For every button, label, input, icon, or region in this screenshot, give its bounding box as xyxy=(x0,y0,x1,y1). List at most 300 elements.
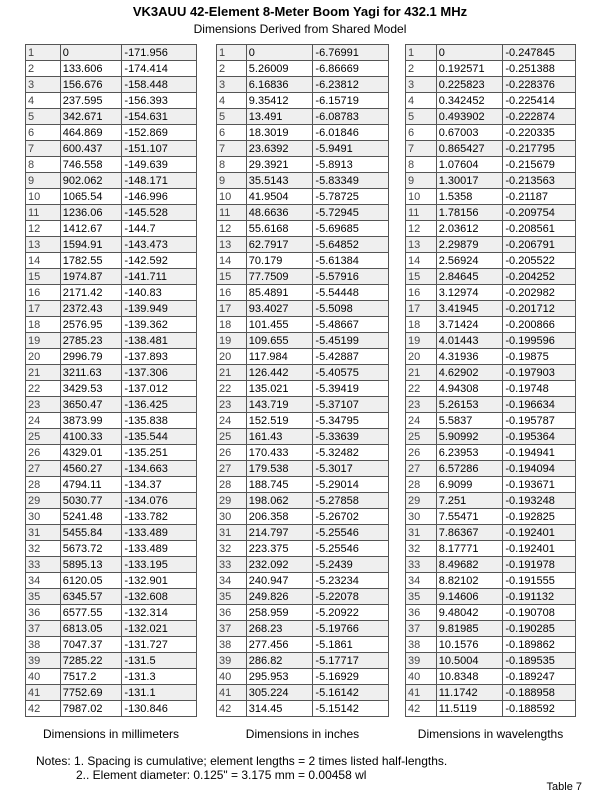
table-row xyxy=(26,317,197,333)
table-row xyxy=(26,461,197,477)
position-cell: 7517.2 xyxy=(60,669,122,685)
position-cell: 4100.33 xyxy=(60,429,122,445)
table-row xyxy=(26,157,197,173)
position-cell: 2171.42 xyxy=(60,285,122,301)
table-row xyxy=(26,237,197,253)
table-row xyxy=(217,237,389,253)
element-number-cell: 26 xyxy=(217,445,247,461)
position-cell: 6577.55 xyxy=(60,605,122,621)
position-cell: 5673.72 xyxy=(60,541,122,557)
table-row xyxy=(406,125,576,141)
element-number-cell: 20 xyxy=(217,349,247,365)
half-length-cell: -0.19748 xyxy=(503,381,576,397)
half-length-cell: -5.25546 xyxy=(313,541,389,557)
table-row xyxy=(406,173,576,189)
table-row xyxy=(26,413,197,429)
table-row xyxy=(217,413,389,429)
table-row xyxy=(217,221,389,237)
table-row xyxy=(26,269,197,285)
table-row xyxy=(217,429,389,445)
half-length-cell: -0.190285 xyxy=(503,621,576,637)
position-cell: 126.442 xyxy=(246,365,313,381)
position-cell: 2.29879 xyxy=(436,237,503,253)
table-row xyxy=(217,61,389,77)
table-row xyxy=(406,397,576,413)
position-cell: 41.9504 xyxy=(246,189,313,205)
position-cell: 286.82 xyxy=(246,653,313,669)
position-cell: 7.55471 xyxy=(436,509,503,525)
table-row xyxy=(406,365,576,381)
table-row xyxy=(26,701,197,717)
element-number-cell: 17 xyxy=(406,301,437,317)
element-number-cell: 33 xyxy=(217,557,247,573)
position-cell: 85.4891 xyxy=(246,285,313,301)
element-number-cell: 23 xyxy=(26,397,61,413)
element-number-cell: 14 xyxy=(217,253,247,269)
half-length-cell: -174.414 xyxy=(122,61,197,77)
table-row xyxy=(406,349,576,365)
table-row xyxy=(26,285,197,301)
position-cell: 156.676 xyxy=(60,77,122,93)
table-row xyxy=(26,653,197,669)
table-row xyxy=(217,157,389,173)
position-cell: 10.8348 xyxy=(436,669,503,685)
table-row xyxy=(217,477,389,493)
element-number-cell: 13 xyxy=(26,237,61,253)
element-number-cell: 12 xyxy=(217,221,247,237)
element-number-cell: 11 xyxy=(406,205,437,221)
half-length-cell: -5.42887 xyxy=(313,349,389,365)
table-row xyxy=(26,365,197,381)
half-length-cell: -135.251 xyxy=(122,445,197,461)
element-number-cell: 10 xyxy=(26,189,61,205)
position-cell: 7.251 xyxy=(436,493,503,509)
table-row xyxy=(406,157,576,173)
position-cell: 2785.23 xyxy=(60,333,122,349)
position-cell: 5895.13 xyxy=(60,557,122,573)
half-length-cell: -134.663 xyxy=(122,461,197,477)
table-row xyxy=(406,605,576,621)
table-millimeters xyxy=(25,44,197,717)
element-number-cell: 19 xyxy=(406,333,437,349)
element-number-cell: 15 xyxy=(217,269,247,285)
element-number-cell: 4 xyxy=(406,93,437,109)
table-row xyxy=(26,333,197,349)
half-length-cell: -135.838 xyxy=(122,413,197,429)
element-number-cell: 28 xyxy=(217,477,247,493)
element-number-cell: 33 xyxy=(406,557,437,573)
position-cell: 29.3921 xyxy=(246,157,313,173)
half-length-cell: -5.16929 xyxy=(313,669,389,685)
position-cell: 9.35412 xyxy=(246,93,313,109)
position-cell: 4560.27 xyxy=(60,461,122,477)
element-number-cell: 5 xyxy=(217,109,247,125)
table-row xyxy=(217,301,389,317)
table-row xyxy=(26,381,197,397)
table-row xyxy=(406,461,576,477)
element-number-cell: 19 xyxy=(217,333,247,349)
half-length-cell: -5.5098 xyxy=(313,301,389,317)
element-number-cell: 8 xyxy=(406,157,437,173)
position-cell: 101.455 xyxy=(246,317,313,333)
half-length-cell: -0.193248 xyxy=(503,493,576,509)
half-length-cell: -131.3 xyxy=(122,669,197,685)
half-length-cell: -131.5 xyxy=(122,653,197,669)
position-cell: 464.869 xyxy=(60,125,122,141)
table-row xyxy=(406,253,576,269)
position-cell: 2.56924 xyxy=(436,253,503,269)
table-row xyxy=(217,77,389,93)
element-number-cell: 27 xyxy=(26,461,61,477)
half-length-cell: -5.26702 xyxy=(313,509,389,525)
position-cell: 268.23 xyxy=(246,621,313,637)
element-number-cell: 41 xyxy=(217,685,247,701)
element-number-cell: 27 xyxy=(406,461,437,477)
table-row xyxy=(406,109,576,125)
element-number-cell: 21 xyxy=(406,365,437,381)
half-length-cell: -0.188592 xyxy=(503,701,576,717)
half-length-cell: -137.306 xyxy=(122,365,197,381)
half-length-cell: -5.34795 xyxy=(313,413,389,429)
table-row xyxy=(406,333,576,349)
position-cell: 3.41945 xyxy=(436,301,503,317)
half-length-cell: -140.83 xyxy=(122,285,197,301)
element-number-cell: 16 xyxy=(217,285,247,301)
element-number-cell: 35 xyxy=(406,589,437,605)
position-cell: 188.745 xyxy=(246,477,313,493)
table-row xyxy=(406,525,576,541)
table-row xyxy=(26,77,197,93)
position-cell: 6345.57 xyxy=(60,589,122,605)
half-length-cell: -5.27858 xyxy=(313,493,389,509)
half-length-cell: -0.21187 xyxy=(503,189,576,205)
element-number-cell: 33 xyxy=(26,557,61,573)
half-length-cell: -0.209754 xyxy=(503,205,576,221)
element-number-cell: 25 xyxy=(26,429,61,445)
half-length-cell: -5.22078 xyxy=(313,589,389,605)
half-length-cell: -171.956 xyxy=(122,45,197,61)
table-row xyxy=(217,189,389,205)
position-cell: 0.225823 xyxy=(436,77,503,93)
table-row xyxy=(406,701,576,717)
table-row xyxy=(26,525,197,541)
table-row xyxy=(217,685,389,701)
half-length-cell: -6.76991 xyxy=(313,45,389,61)
half-length-cell: -0.188958 xyxy=(503,685,576,701)
table-row xyxy=(26,685,197,701)
position-cell: 3429.53 xyxy=(60,381,122,397)
half-length-cell: -133.489 xyxy=(122,525,197,541)
element-number-cell: 25 xyxy=(217,429,247,445)
half-length-cell: -5.23234 xyxy=(313,573,389,589)
half-length-cell: -138.481 xyxy=(122,333,197,349)
half-length-cell: -6.86669 xyxy=(313,61,389,77)
table-row xyxy=(406,93,576,109)
position-cell: 1.07604 xyxy=(436,157,503,173)
position-cell: 70.179 xyxy=(246,253,313,269)
position-cell: 1782.55 xyxy=(60,253,122,269)
position-cell: 3873.99 xyxy=(60,413,122,429)
position-cell: 4.62902 xyxy=(436,365,503,381)
element-number-cell: 5 xyxy=(26,109,61,125)
table-row xyxy=(217,205,389,221)
element-number-cell: 32 xyxy=(217,541,247,557)
position-cell: 1594.91 xyxy=(60,237,122,253)
half-length-cell: -134.076 xyxy=(122,493,197,509)
position-cell: 2996.79 xyxy=(60,349,122,365)
table-row xyxy=(406,589,576,605)
half-length-cell: -5.40575 xyxy=(313,365,389,381)
element-number-cell: 13 xyxy=(217,237,247,253)
half-length-cell: -0.196634 xyxy=(503,397,576,413)
element-number-cell: 14 xyxy=(26,253,61,269)
table-row xyxy=(406,189,576,205)
element-number-cell: 34 xyxy=(406,573,437,589)
half-length-cell: -5.54448 xyxy=(313,285,389,301)
half-length-cell: -0.190708 xyxy=(503,605,576,621)
element-number-cell: 37 xyxy=(217,621,247,637)
element-number-cell: 8 xyxy=(26,157,61,173)
position-cell: 6.23953 xyxy=(436,445,503,461)
position-cell: 0 xyxy=(60,45,122,61)
half-length-cell: -0.247845 xyxy=(503,45,576,61)
element-number-cell: 40 xyxy=(26,669,61,685)
element-number-cell: 4 xyxy=(217,93,247,109)
table-row xyxy=(406,621,576,637)
position-cell: 0.192571 xyxy=(436,61,503,77)
position-cell: 8.49682 xyxy=(436,557,503,573)
position-cell: 237.595 xyxy=(60,93,122,109)
table-row xyxy=(406,557,576,573)
table-row xyxy=(217,45,389,61)
element-number-cell: 37 xyxy=(406,621,437,637)
half-length-cell: -158.448 xyxy=(122,77,197,93)
element-number-cell: 38 xyxy=(406,637,437,653)
element-number-cell: 4 xyxy=(26,93,61,109)
element-number-cell: 21 xyxy=(217,365,247,381)
table-row xyxy=(217,365,389,381)
position-cell: 6120.05 xyxy=(60,573,122,589)
table-row xyxy=(406,45,576,61)
half-length-cell: -136.425 xyxy=(122,397,197,413)
element-number-cell: 6 xyxy=(406,125,437,141)
position-cell: 55.6168 xyxy=(246,221,313,237)
half-length-cell: -132.021 xyxy=(122,621,197,637)
half-length-cell: -133.195 xyxy=(122,557,197,573)
half-length-cell: -133.489 xyxy=(122,541,197,557)
position-cell: 600.437 xyxy=(60,141,122,157)
half-length-cell: -146.996 xyxy=(122,189,197,205)
position-cell: 1412.67 xyxy=(60,221,122,237)
table-row xyxy=(217,541,389,557)
position-cell: 240.947 xyxy=(246,573,313,589)
half-length-cell: -6.15719 xyxy=(313,93,389,109)
element-number-cell: 31 xyxy=(217,525,247,541)
table-row xyxy=(217,125,389,141)
half-length-cell: -5.57916 xyxy=(313,269,389,285)
position-cell: 206.358 xyxy=(246,509,313,525)
position-cell: 1065.54 xyxy=(60,189,122,205)
element-number-cell: 3 xyxy=(406,77,437,93)
half-length-cell: -5.32482 xyxy=(313,445,389,461)
half-length-cell: -6.01846 xyxy=(313,125,389,141)
position-cell: 7285.22 xyxy=(60,653,122,669)
position-cell: 5.26009 xyxy=(246,61,313,77)
element-number-cell: 30 xyxy=(26,509,61,525)
half-length-cell: -0.225414 xyxy=(503,93,576,109)
element-number-cell: 35 xyxy=(217,589,247,605)
element-number-cell: 24 xyxy=(406,413,437,429)
half-length-cell: -0.200866 xyxy=(503,317,576,333)
position-cell: 5.90992 xyxy=(436,429,503,445)
table-row xyxy=(406,141,576,157)
element-number-cell: 7 xyxy=(217,141,247,157)
position-cell: 0.493902 xyxy=(436,109,503,125)
half-length-cell: -5.83349 xyxy=(313,173,389,189)
note-line-1: Notes: 1. Spacing is cumulative; element lengths = 2 times listed half-lengths. xyxy=(36,754,448,768)
element-number-cell: 17 xyxy=(26,301,61,317)
half-length-cell: -5.61384 xyxy=(313,253,389,269)
table-row xyxy=(26,589,197,605)
position-cell: 18.3019 xyxy=(246,125,313,141)
table-row xyxy=(26,301,197,317)
half-length-cell: -0.194094 xyxy=(503,461,576,477)
half-length-cell: -133.782 xyxy=(122,509,197,525)
element-number-cell: 39 xyxy=(217,653,247,669)
table-row xyxy=(406,381,576,397)
position-cell: 9.48042 xyxy=(436,605,503,621)
position-cell: 7.86367 xyxy=(436,525,503,541)
half-length-cell: -6.08783 xyxy=(313,109,389,125)
half-length-cell: -143.473 xyxy=(122,237,197,253)
position-cell: 0.342452 xyxy=(436,93,503,109)
table-row xyxy=(406,413,576,429)
position-cell: 48.6636 xyxy=(246,205,313,221)
table-row xyxy=(26,221,197,237)
table-row xyxy=(406,445,576,461)
element-number-cell: 26 xyxy=(26,445,61,461)
table-row xyxy=(26,45,197,61)
element-number-cell: 20 xyxy=(26,349,61,365)
element-number-cell: 22 xyxy=(26,381,61,397)
table-row xyxy=(217,605,389,621)
table-row xyxy=(217,397,389,413)
table-row xyxy=(26,125,197,141)
element-number-cell: 25 xyxy=(406,429,437,445)
table-row xyxy=(217,381,389,397)
table-row xyxy=(217,669,389,685)
element-number-cell: 7 xyxy=(26,141,61,157)
element-number-cell: 9 xyxy=(217,173,247,189)
element-number-cell: 26 xyxy=(406,445,437,461)
element-number-cell: 1 xyxy=(26,45,61,61)
table-row xyxy=(26,349,197,365)
position-cell: 5455.84 xyxy=(60,525,122,541)
half-length-cell: -5.3017 xyxy=(313,461,389,477)
position-cell: 6.9099 xyxy=(436,477,503,493)
half-length-cell: -0.201712 xyxy=(503,301,576,317)
position-cell: 214.797 xyxy=(246,525,313,541)
half-length-cell: -5.78725 xyxy=(313,189,389,205)
half-length-cell: -141.711 xyxy=(122,269,197,285)
half-length-cell: -152.869 xyxy=(122,125,197,141)
table-row xyxy=(406,429,576,445)
position-cell: 3.12974 xyxy=(436,285,503,301)
element-number-cell: 9 xyxy=(406,173,437,189)
half-length-cell: -5.48667 xyxy=(313,317,389,333)
element-number-cell: 36 xyxy=(26,605,61,621)
element-number-cell: 41 xyxy=(26,685,61,701)
table-row xyxy=(26,205,197,221)
element-number-cell: 42 xyxy=(26,701,61,717)
table-row xyxy=(406,541,576,557)
element-number-cell: 21 xyxy=(26,365,61,381)
position-cell: 179.538 xyxy=(246,461,313,477)
table-row xyxy=(217,589,389,605)
half-length-cell: -0.204252 xyxy=(503,269,576,285)
element-number-cell: 29 xyxy=(26,493,61,509)
page-title: VK3AUU 42-Element 8-Meter Boom Yagi for 432.1 MHz xyxy=(132,4,468,19)
notes xyxy=(36,754,447,782)
position-cell: 902.062 xyxy=(60,173,122,189)
table-row xyxy=(26,637,197,653)
half-length-cell: -137.893 xyxy=(122,349,197,365)
position-cell: 6813.05 xyxy=(60,621,122,637)
table-row xyxy=(217,253,389,269)
position-cell: 13.491 xyxy=(246,109,313,125)
half-length-cell: -144.7 xyxy=(122,221,197,237)
half-length-cell: -131.727 xyxy=(122,637,197,653)
half-length-cell: -142.592 xyxy=(122,253,197,269)
element-number-cell: 5 xyxy=(406,109,437,125)
table-row xyxy=(406,205,576,221)
position-cell: 2.03612 xyxy=(436,221,503,237)
half-length-cell: -132.901 xyxy=(122,573,197,589)
position-cell: 258.959 xyxy=(246,605,313,621)
element-number-cell: 10 xyxy=(406,189,437,205)
half-length-cell: -0.189247 xyxy=(503,669,576,685)
element-number-cell: 20 xyxy=(406,349,437,365)
table-row xyxy=(217,573,389,589)
position-cell: 5.26153 xyxy=(436,397,503,413)
position-cell: 133.606 xyxy=(60,61,122,77)
element-number-cell: 35 xyxy=(26,589,61,605)
position-cell: 1236.06 xyxy=(60,205,122,221)
element-number-cell: 3 xyxy=(217,77,247,93)
element-number-cell: 1 xyxy=(217,45,247,61)
position-cell: 7752.69 xyxy=(60,685,122,701)
table-row xyxy=(217,637,389,653)
position-cell: 170.433 xyxy=(246,445,313,461)
note-line-2: 2.. Element diameter: 0.125" = 3.175 mm = 0.00458 wl xyxy=(76,768,367,782)
element-number-cell: 29 xyxy=(406,493,437,509)
element-number-cell: 31 xyxy=(26,525,61,541)
position-cell: 5.5837 xyxy=(436,413,503,429)
element-number-cell: 24 xyxy=(217,413,247,429)
element-number-cell: 37 xyxy=(26,621,61,637)
half-length-cell: -156.393 xyxy=(122,93,197,109)
position-cell: 3650.47 xyxy=(60,397,122,413)
half-length-cell: -0.189862 xyxy=(503,637,576,653)
table-row xyxy=(217,333,389,349)
element-number-cell: 12 xyxy=(26,221,61,237)
position-cell: 143.719 xyxy=(246,397,313,413)
half-length-cell: -0.206791 xyxy=(503,237,576,253)
position-cell: 10.1576 xyxy=(436,637,503,653)
position-cell: 7047.37 xyxy=(60,637,122,653)
table-row xyxy=(217,317,389,333)
table-row xyxy=(217,621,389,637)
